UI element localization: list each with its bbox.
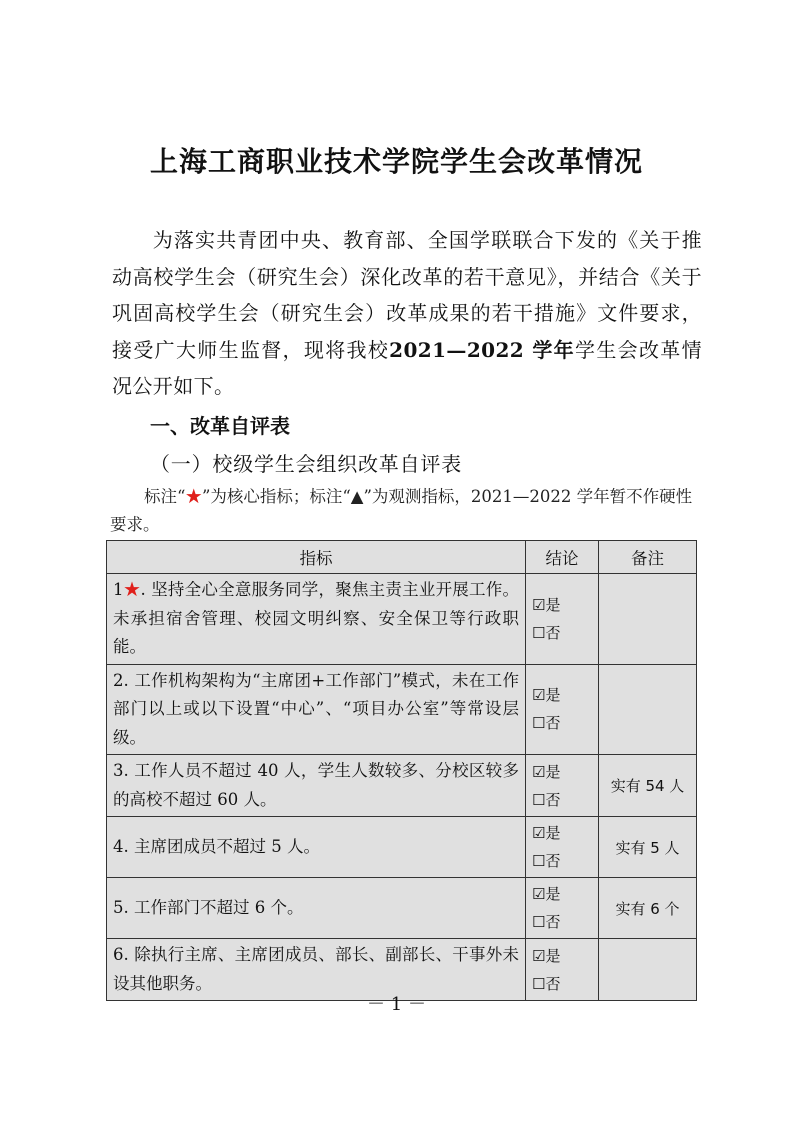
indicator-cell [107,878,526,939]
yes-checkbox[interactable]: ☑是 [532,824,561,842]
table-row [107,574,697,665]
remark-cell: 实有 54 人 [599,755,697,817]
no-checkbox[interactable]: ☐否 [532,974,561,993]
remark-cell: 实有 5 人 [599,817,697,878]
yes-checkbox[interactable]: ☑是 [532,595,561,614]
note-prefix: 标注“ [144,487,186,506]
table-row [107,878,697,939]
indicator-number: 1 [113,580,124,599]
indicator-number: 2 [113,670,124,690]
yes-checkbox[interactable]: ☑是 [532,885,561,903]
indicator-text: . 除执行主席、主席团成员、部长、副部长、干事外未设其他职务。 [113,945,519,993]
table-row [107,755,697,817]
intro-text-part2: 学生会改革情况公开如下。 [112,337,703,398]
conclusion-cell [526,755,599,817]
indicator-text: . 主席团成员不超过 5 人。 [123,836,320,856]
yes-checkbox[interactable]: ☑是 [532,946,561,965]
indicator-text: . 坚持全心全意服务同学，聚焦主责主业开展工作。未承担宿舍管理、校园文明纠察、安全保卫等行政职能。 [113,580,520,656]
conclusion-cell [526,664,599,755]
indicator-cell [107,817,526,878]
table-row [107,817,697,878]
indicator-text: . 工作人员不超过 40 人，学生人数较多、分校区较多的高校不超过 60 人。 [113,761,519,809]
indicator-number: 3 [113,761,124,780]
no-checkbox[interactable]: ☐否 [532,714,561,733]
indicator-number: 5 [113,897,124,917]
core-indicator-star-icon: ★ [185,487,202,506]
header-indicator: 指标 [107,541,526,574]
section-heading-2: （一）校级学生会组织改革自评表 [150,452,462,476]
table-header-row [107,541,697,574]
header-conclusion: 结论 [526,541,599,574]
indicator-number: 4 [113,836,124,856]
no-checkbox[interactable]: ☐否 [532,852,561,870]
yes-checkbox[interactable]: ☑是 [532,686,561,705]
yes-checkbox[interactable]: ☑是 [532,762,561,781]
remark-cell: 实有 6 个 [599,878,697,939]
indicator-text: . 工作机构架构为“主席团+工作部门”模式，未在工作部门以上或以下设置“中心”、“项目办公室”等常设层级。 [113,670,519,747]
document-title: 上海工商职业技术学院学生会改革情况 [149,145,643,178]
conclusion-cell [526,817,599,878]
intro-academic-year: 2021—2022 学年 [389,337,576,362]
note-text: ”为核心指标；标注“▲”为观测指标，2021—2022 学年暂不作硬性要求。 [110,487,693,534]
conclusion-cell [526,878,599,939]
legend-note [110,483,700,539]
core-indicator-star-icon: ★ [123,580,141,599]
indicator-number: 6 [113,945,124,964]
remark-cell [599,574,697,665]
no-checkbox[interactable]: ☐否 [532,623,561,642]
section-heading-1: 一、改革自评表 [150,414,290,438]
intro-paragraph [112,222,702,405]
header-remark: 备注 [599,541,697,574]
no-checkbox[interactable]: ☐否 [532,790,561,809]
indicator-cell [107,755,526,817]
indicator-cell [107,574,526,665]
page-number: － 1 － [367,994,426,1015]
no-checkbox[interactable]: ☐否 [532,913,561,931]
table-row [107,664,697,755]
indicator-text: . 工作部门不超过 6 个。 [123,897,304,917]
remark-cell [599,664,697,755]
conclusion-cell [526,574,599,665]
self-evaluation-table [106,540,697,1001]
intro-text-part1: 为落实共青团中央、教育部、全国学联联合下发的《关于推动高校学生会（研究生会）深化改革的若干意见》，并结合《关于巩固高校学生会（研究生会）改革成果的若干措施》文件要求，接受广大师生监督，现将我校 [112,228,702,362]
indicator-cell [107,664,526,755]
